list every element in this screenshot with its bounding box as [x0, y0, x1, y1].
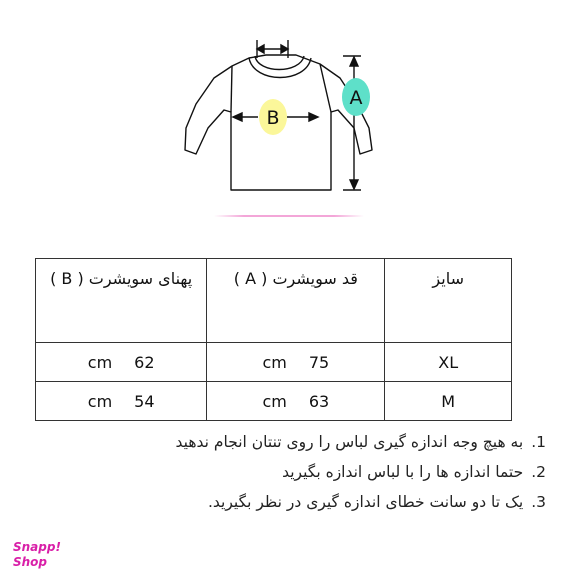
- note-number: 1.: [531, 433, 546, 451]
- cell-width-b: [36, 382, 207, 421]
- label-b: B: [266, 107, 280, 129]
- cell-length-a: [207, 382, 385, 421]
- table-header-row: [36, 259, 512, 343]
- note-number: 3.: [531, 493, 546, 511]
- header-length-a: قد سویشرت ( A ): [207, 259, 385, 343]
- note-text: حتما اندازه ها را با لباس اندازه بگیرید: [282, 463, 524, 481]
- header-size: سایز: [385, 259, 512, 343]
- unit: cm: [87, 391, 113, 411]
- cell-width-b: [36, 343, 207, 382]
- note-item: [26, 428, 546, 458]
- table-row: [36, 343, 512, 382]
- note-item: [26, 458, 546, 488]
- cell-size: XL: [385, 343, 512, 382]
- note-text: به هیچ وجه اندازه گیری لباس را روی تنتان انجام ندهید: [175, 433, 524, 451]
- unit: cm: [262, 352, 287, 372]
- header-width-b: پهنای سویشرت ( B ): [36, 259, 207, 343]
- note-number: 2.: [531, 463, 546, 481]
- note-item: [26, 488, 546, 518]
- unit: cm: [87, 352, 113, 372]
- value: 54: [134, 391, 155, 411]
- logo-line2: Shop: [13, 555, 48, 569]
- cell-length-a: [207, 343, 385, 382]
- logo-line1: Snapp!: [13, 540, 61, 554]
- notes-list: [26, 428, 546, 518]
- value: 62: [134, 352, 155, 372]
- note-text: یک تا دو سانت خطای اندازه گیری در نظر بگیرید.: [207, 493, 524, 511]
- unit: cm: [262, 391, 287, 411]
- cell-size: M: [385, 382, 512, 421]
- decor-line: [214, 215, 364, 217]
- value: 75: [308, 352, 330, 372]
- snappshop-logo: [10, 537, 70, 571]
- value: 63: [308, 391, 330, 411]
- size-table: [35, 258, 512, 421]
- label-a: A: [349, 87, 363, 109]
- table-row: [36, 382, 512, 421]
- sweatshirt-diagram: [0, 0, 576, 230]
- length-a-arrow: [343, 56, 361, 190]
